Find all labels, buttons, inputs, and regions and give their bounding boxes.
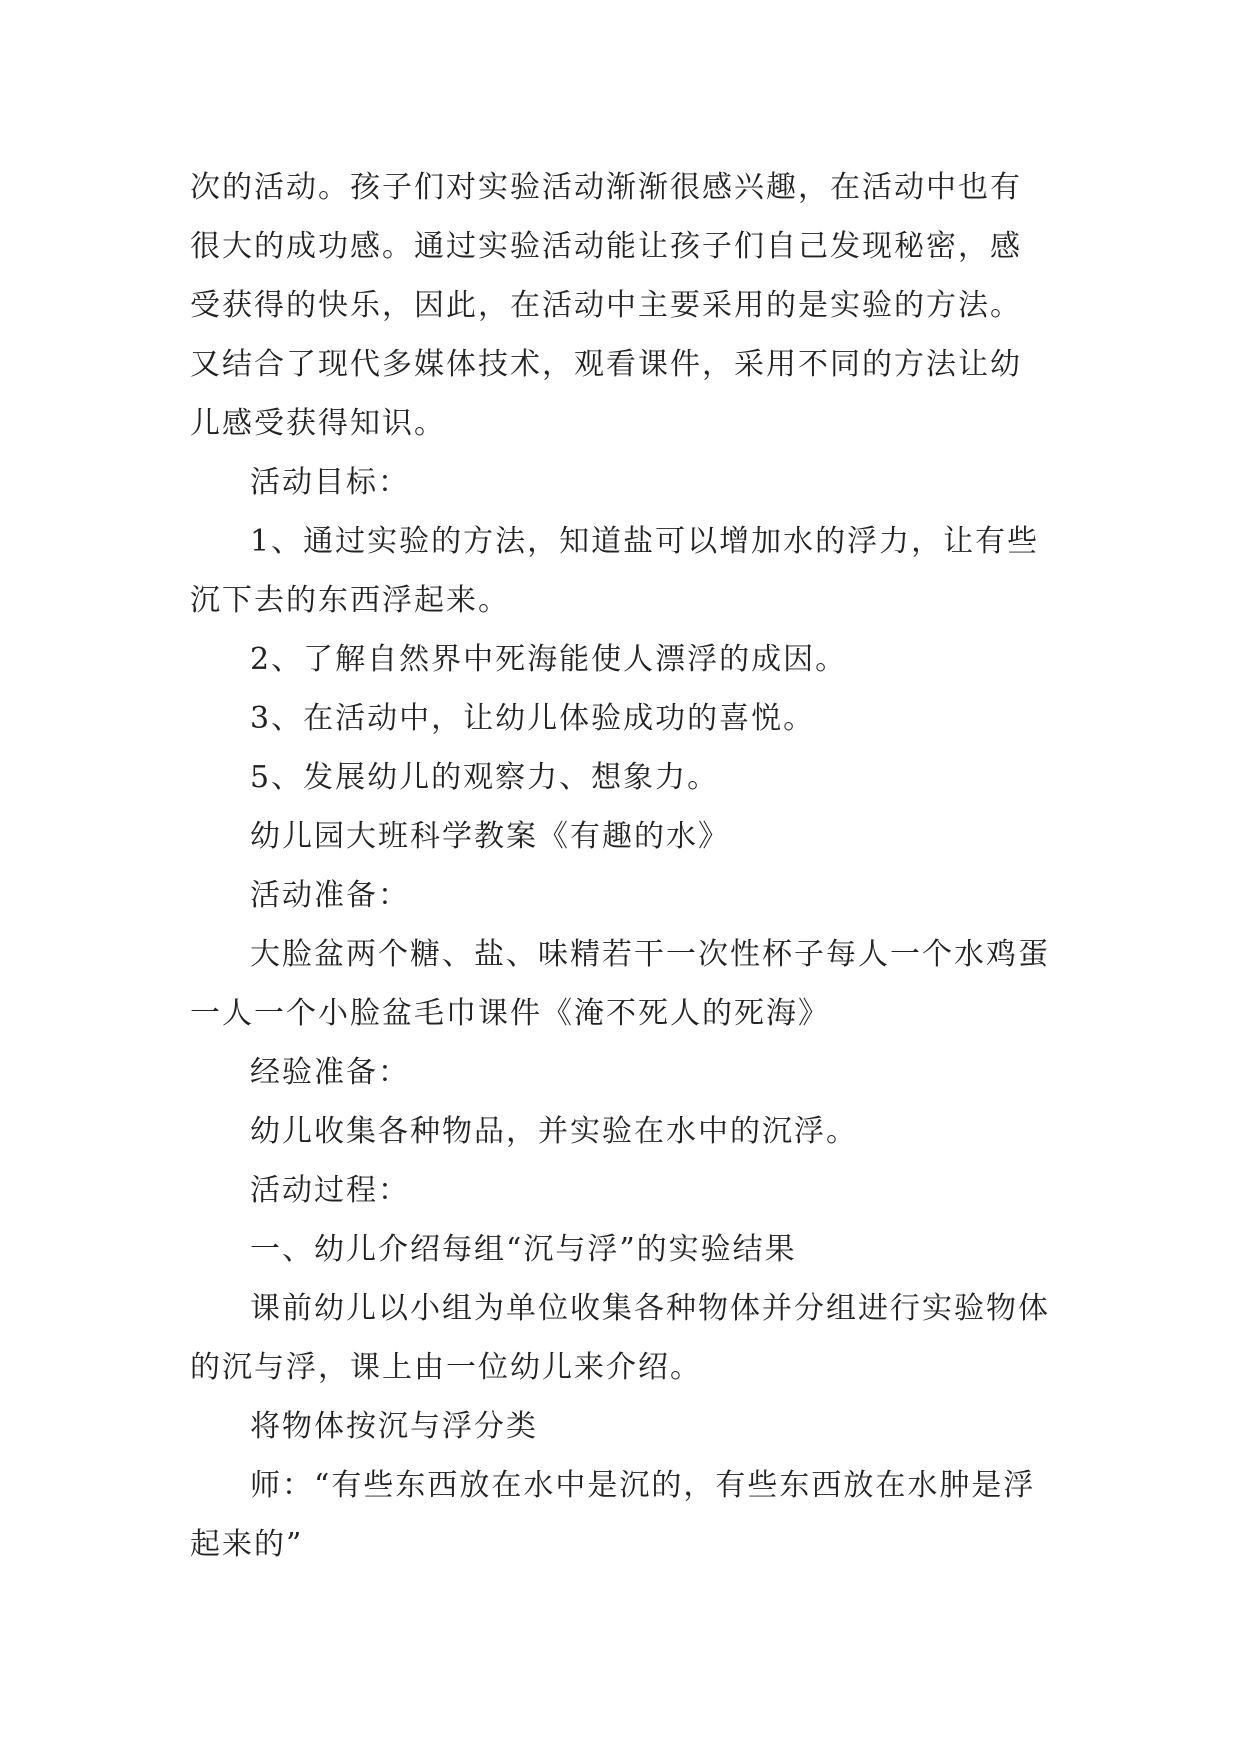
goal-item-3: 3、在活动中，让幼儿体验成功的喜悦。 — [250, 701, 816, 736]
classification-heading: 将物体按沉与浮分类 — [250, 1409, 538, 1444]
document-body — [190, 158, 1050, 1574]
process-step-1-heading: 一、幼儿介绍每组“沉与浮”的实验结果 — [250, 1232, 797, 1267]
heading-activity-preparation: 活动准备： — [250, 878, 410, 913]
goal-item-1: 1、通过实验的方法，知道盐可以增加水的浮力，让有些沉下去的东西浮起来。 — [190, 524, 1040, 618]
goal-item-2: 2、了解自然界中死海能使人漂浮的成因。 — [250, 642, 848, 677]
goal-item-5: 5、发展幼儿的观察力、想象力。 — [250, 760, 720, 795]
heading-activity-goals: 活动目标： — [250, 465, 410, 500]
experience-preparation-text: 幼儿收集各种物品，并实验在水中的沉浮。 — [250, 1114, 858, 1149]
lesson-title: 幼儿园大班科学教案《有趣的水》 — [250, 819, 730, 854]
heading-experience-preparation: 经验准备： — [250, 1055, 410, 1090]
heading-activity-process: 活动过程： — [250, 1173, 410, 1208]
teacher-quote: 师：“有些东西放在水中是沉的，有些东西放在水肿是浮起来的” — [190, 1468, 1036, 1562]
process-step-1-text: 课前幼儿以小组为单位收集各种物体并分组进行实验物体的沉与浮，课上由一位幼儿来介绍。 — [190, 1291, 1050, 1385]
preparation-materials: 大脸盆两个糖、盐、味精若干一次性杯子每人一个水鸡蛋一人一个小脸盆毛巾课件《淹不死人的死海》 — [190, 937, 1050, 1031]
paragraph-intro-continued: 次的活动。孩子们对实验活动渐渐很感兴趣，在活动中也有很大的成功感。通过实验活动能让孩子们自己发现秘密，感受获得的快乐，因此，在活动中主要采用的是实验的方法。又结合了现代多媒体技术，观看课件，采用不同的方法让幼儿感受获得知识。 — [190, 170, 1022, 441]
